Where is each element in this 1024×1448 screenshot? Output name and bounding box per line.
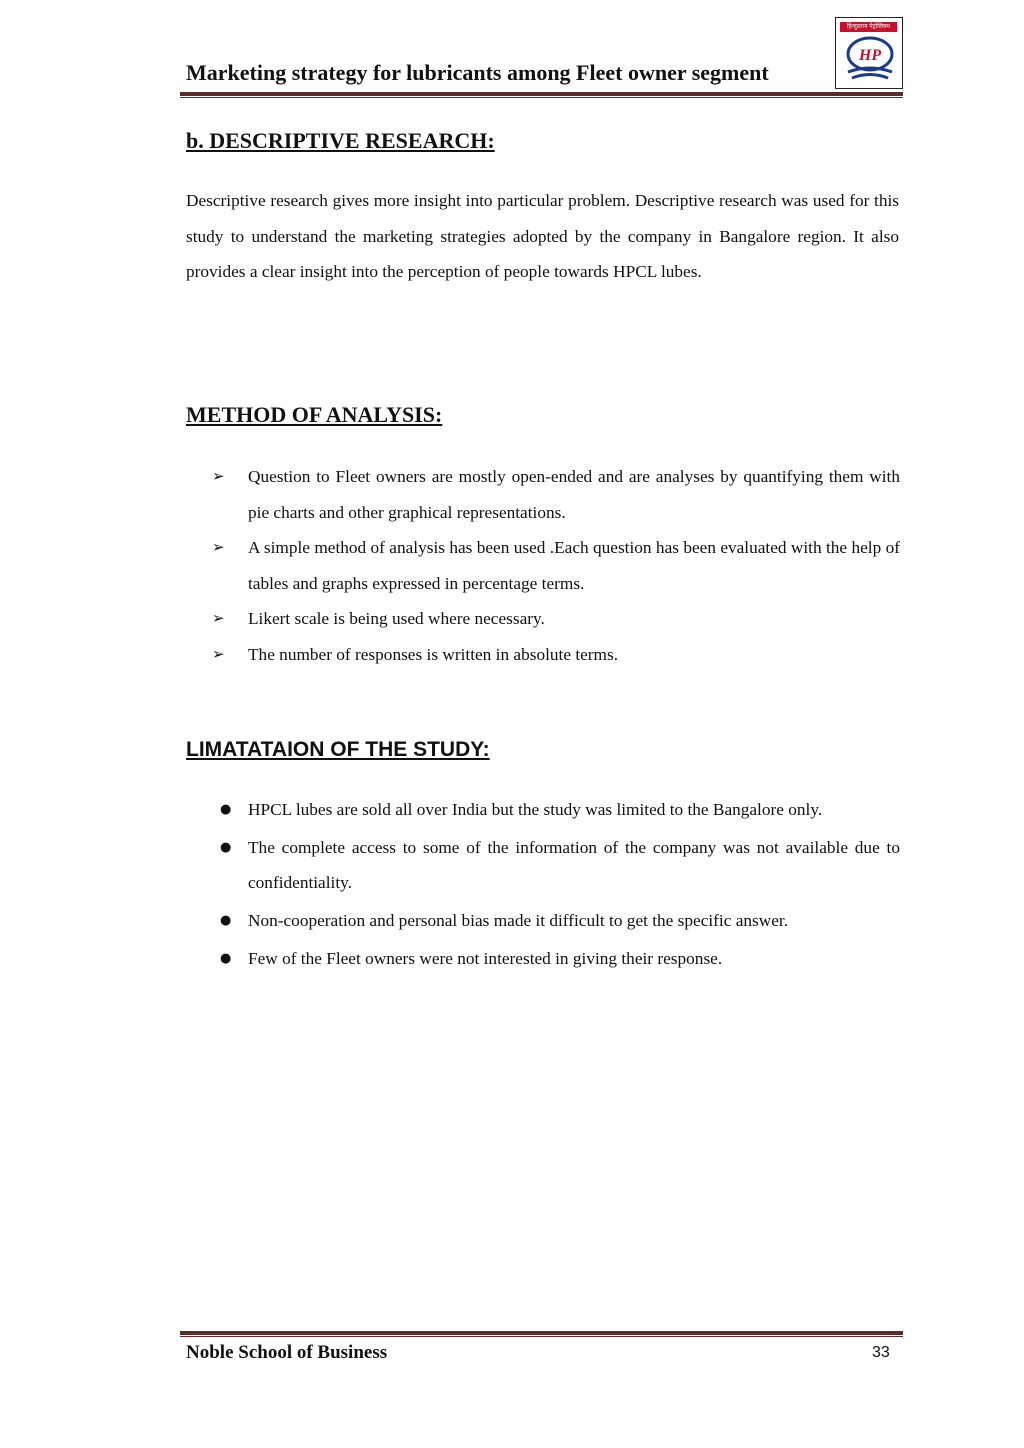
list-item	[212, 459, 900, 530]
arrow-bullet-icon: ➢	[212, 644, 225, 663]
list-item	[212, 637, 900, 673]
arrow-bullet-icon: ➢	[212, 467, 225, 485]
dot-bullet-icon: ●	[220, 951, 232, 966]
list-item-text: HPCL lubes are sold all over India but the study was limited to the Bangalore only.	[248, 800, 823, 819]
logo-text: HP	[858, 47, 882, 64]
hp-logo	[835, 17, 903, 89]
header-rule	[180, 92, 903, 96]
list-item	[212, 792, 900, 827]
footer-institution: Noble School of Business	[186, 1342, 388, 1363]
hp-emblem-icon	[842, 36, 898, 84]
method-of-analysis-list	[212, 459, 900, 672]
arrow-bullet-icon: ➢	[212, 609, 225, 627]
limitation-heading: LIMATATAION OF THE STUDY:	[186, 738, 490, 761]
arrow-bullet-icon: ➢	[212, 538, 225, 556]
list-item-text: Few of the Fleet owners were not interested in giving their response.	[248, 949, 723, 968]
descriptive-research-paragraph: Descriptive research gives more insight into particular problem. Descriptive research was used for this study to understand the marketing strategies adopted by the company in Bangalore region. It also provides a clear insight into the perception of people towards HPCL lubes.	[186, 191, 899, 281]
header-title: Marketing strategy for lubricants among Fleet owner segment	[186, 60, 769, 85]
list-item-text: The number of responses is written in absolute terms.	[248, 644, 619, 664]
list-item-text: A simple method of analysis has been used .Each question has been evaluated with the help of tables and graphs expressed in percentage terms.	[248, 538, 900, 593]
list-item	[212, 830, 900, 900]
limitation-list	[212, 792, 900, 979]
list-item-text: The complete access to some of the information of the company was not available due to confidentiality.	[248, 838, 900, 892]
footer-rule	[180, 1331, 903, 1335]
method-of-analysis-heading: METHOD OF ANALYSIS:	[186, 402, 443, 427]
header-rule-thin	[180, 97, 903, 98]
list-item	[212, 601, 900, 637]
dot-bullet-icon: ●	[220, 802, 232, 817]
descriptive-research-heading: b. DESCRIPTIVE RESEARCH:	[186, 128, 495, 153]
list-item-text: Non-cooperation and personal bias made it difficult to get the specific answer.	[248, 911, 789, 930]
list-item	[212, 941, 900, 976]
page-number: 33	[872, 1344, 890, 1361]
dot-bullet-icon: ●	[220, 840, 232, 855]
dot-bullet-icon: ●	[220, 913, 232, 928]
list-item	[212, 903, 900, 938]
list-item-text: Question to Fleet owners are mostly open-ended and are analyses by quantifying them with pie charts and other graphical representations.	[248, 467, 900, 522]
list-item	[212, 530, 900, 601]
logo-band	[840, 22, 897, 32]
footer-rule-thin	[180, 1336, 903, 1337]
list-item-text: Likert scale is being used where necessary.	[248, 609, 545, 628]
logo-band-text: हिन्दुस्तान पेट्रोलियम	[846, 23, 890, 30]
